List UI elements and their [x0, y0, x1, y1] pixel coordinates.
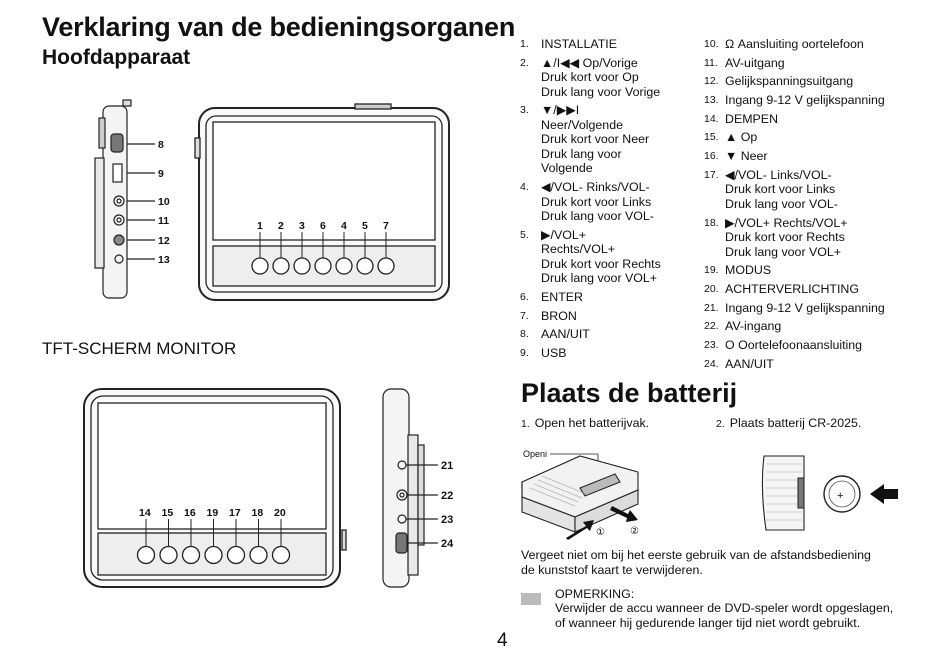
control-label: BRON	[541, 308, 577, 323]
control-item	[520, 346, 690, 361]
battery-step-1: 1. Open het batterijvak.	[521, 416, 650, 430]
control-item	[704, 56, 904, 71]
note-heading: OPMERKING:	[555, 587, 635, 601]
control-number: 15.	[704, 131, 719, 144]
control-number: 19.	[704, 264, 719, 277]
front-button	[378, 258, 394, 274]
control-number: 2.	[520, 56, 529, 69]
main-unit-diagram	[85, 98, 455, 308]
page-number: 4	[497, 630, 508, 651]
control-item	[520, 37, 690, 52]
front-button	[252, 258, 268, 274]
callout-label: 6	[320, 220, 326, 232]
main-unit-side-view	[95, 100, 155, 298]
control-label: ▲/I◀◀ Op/Vorige Druk kort voor Op Druk lang voor Vorige	[541, 55, 661, 99]
control-item	[520, 180, 690, 224]
control-item	[704, 149, 904, 164]
control-item	[520, 56, 690, 100]
control-number: 10.	[704, 38, 719, 50]
callout-label: 2	[278, 220, 284, 232]
control-number: 6.	[520, 290, 529, 303]
control-item	[520, 228, 690, 286]
control-label: ◀/VOL- Links/VOL- Druk kort voor Links Druk lang voor VOL-	[725, 167, 838, 211]
control-item	[520, 103, 690, 176]
control-item	[704, 319, 904, 334]
control-number: 21.	[704, 301, 719, 314]
side-callout-label: 12	[158, 235, 170, 247]
front-button	[315, 258, 331, 274]
callout-label: 14	[139, 507, 151, 519]
front-button	[228, 547, 245, 564]
callout-label: 15	[161, 507, 174, 519]
control-item	[520, 309, 690, 324]
battery-plus: +	[837, 490, 844, 502]
control-label: ▼/▶▶I Neer/Volgende Druk kort voor Neer Druk lang voor Volgende	[541, 103, 650, 176]
control-label: ◀/VOL- Rinks/VOL- Druk kort voor Links Druk lang voor VOL-	[541, 180, 654, 224]
side-callout-label: 21	[441, 460, 454, 472]
control-label: O Oortelefoonaansluiting	[725, 337, 863, 352]
front-button	[250, 547, 267, 564]
control-number: 14.	[704, 112, 719, 125]
control-item	[704, 168, 904, 212]
insert-arrow-icon	[870, 484, 898, 504]
side-callout-label: 24	[441, 538, 454, 550]
front-button	[273, 258, 289, 274]
control-item	[704, 216, 904, 260]
note-icon	[521, 593, 541, 605]
open-label: Openi	[523, 449, 548, 459]
control-label: DEMPEN	[725, 111, 779, 126]
note-text: Verwijder de accu wanneer de DVD-speler wordt opgeslagen, of wanneer hij gedurende langer tijd niet wordt gebruikt.	[555, 601, 894, 630]
control-number: 24.	[704, 357, 719, 370]
remote-open-illustration	[520, 442, 690, 542]
battery-insert-illustration	[760, 448, 900, 538]
control-label: ▼ Neer	[725, 149, 768, 164]
control-label: AAN/UIT	[541, 327, 590, 342]
control-label: ACHTERVERLICHTING	[725, 281, 860, 296]
callout-label: 3	[299, 220, 305, 232]
marker-2: ②	[630, 526, 639, 537]
control-item	[520, 327, 690, 342]
monitor-label: TFT-SCHERM MONITOR	[42, 339, 237, 358]
control-number: 17.	[704, 168, 719, 181]
battery-heading: Plaats de batterij	[521, 378, 738, 408]
control-number: 3.	[520, 104, 529, 117]
side-callout-label: 11	[158, 215, 170, 227]
control-label: ENTER	[541, 289, 583, 304]
control-item	[704, 130, 904, 145]
control-label: USB	[541, 346, 567, 360]
page-title: Verklaring van de bedieningsorganen	[42, 12, 516, 42]
front-button	[273, 547, 290, 564]
monitor-diagram	[80, 385, 470, 595]
control-item	[704, 301, 904, 316]
control-number: 12.	[704, 75, 719, 88]
control-item	[704, 357, 904, 372]
front-button	[357, 258, 373, 274]
control-item	[704, 263, 904, 278]
control-label: Gelijkspanningsuitgang	[725, 74, 854, 89]
control-number: 1.	[520, 38, 529, 50]
control-item	[704, 338, 904, 353]
side-callout-label: 13	[158, 254, 170, 266]
control-label: MODUS	[725, 263, 772, 278]
control-label: ▶/VOL+ Rechts/VOL+ Druk kort voor Rechts Druk lang voor VOL+	[725, 215, 848, 259]
callout-label: 19	[206, 507, 219, 519]
control-number: 23.	[704, 338, 719, 351]
battery-step-2: 2. Plaats batterij CR-2025.	[716, 416, 862, 430]
control-number: 16.	[704, 150, 719, 163]
front-button	[183, 547, 200, 564]
callout-label: 5	[362, 220, 368, 232]
control-item	[704, 112, 904, 127]
front-button	[138, 547, 155, 564]
monitor-side-view	[383, 389, 438, 587]
marker-1: ①	[596, 527, 605, 538]
callout-label: 1	[257, 220, 263, 232]
control-number: 4.	[520, 181, 529, 194]
section-subtitle: Hoofdapparaat	[42, 46, 191, 69]
side-callout-label: 8	[158, 139, 164, 151]
control-number: 5.	[520, 228, 529, 241]
front-button	[294, 258, 310, 274]
control-label: AAN/UIT	[725, 356, 774, 371]
control-item	[704, 93, 904, 108]
control-item	[704, 282, 904, 297]
control-label: ▶/VOL+ Rechts/VOL+ Druk kort voor Rechts Druk lang voor VOL+	[541, 227, 661, 286]
side-callout-label: 23	[441, 514, 454, 526]
control-number: 11.	[704, 56, 718, 69]
callout-label: 20	[274, 507, 286, 519]
control-number: 22.	[704, 320, 719, 333]
control-item	[704, 74, 904, 89]
side-callout-label: 22	[441, 490, 454, 502]
control-label: AV-ingang	[725, 319, 782, 334]
callout-label: 18	[251, 507, 264, 519]
control-item	[520, 290, 690, 305]
callout-label: 7	[383, 220, 389, 232]
callout-label: 17	[229, 507, 241, 519]
control-label: Ingang 9-12 V gelijkspanning	[725, 93, 885, 108]
side-callout-label: 10	[158, 196, 170, 208]
control-number: 13.	[704, 94, 719, 107]
control-number: 9.	[520, 347, 529, 359]
control-number: 7.	[520, 309, 529, 322]
callout-label: 16	[184, 507, 196, 519]
control-number: 20.	[704, 282, 719, 295]
control-number: 18.	[704, 216, 719, 229]
reminder-text: Vergeet niet om bij het eerste gebruik van de afstandsbediening de kunststof kaart te verwijderen.	[521, 548, 871, 577]
controls-list-1	[520, 37, 690, 365]
control-label: ▲ Op	[725, 130, 758, 145]
front-button	[160, 547, 177, 564]
control-number: 8.	[520, 328, 529, 341]
control-label: Ω Aansluiting oortelefoon	[725, 37, 864, 51]
side-callout-label: 9	[158, 168, 164, 180]
front-button	[205, 547, 222, 564]
callout-label: 4	[341, 220, 347, 232]
control-item	[704, 37, 904, 52]
front-button	[336, 258, 352, 274]
control-label: AV-uitgang	[725, 55, 785, 70]
control-label: Ingang 9-12 V gelijkspanning	[725, 300, 885, 315]
control-label: INSTALLATIE	[541, 37, 617, 51]
controls-list-2	[704, 37, 904, 375]
